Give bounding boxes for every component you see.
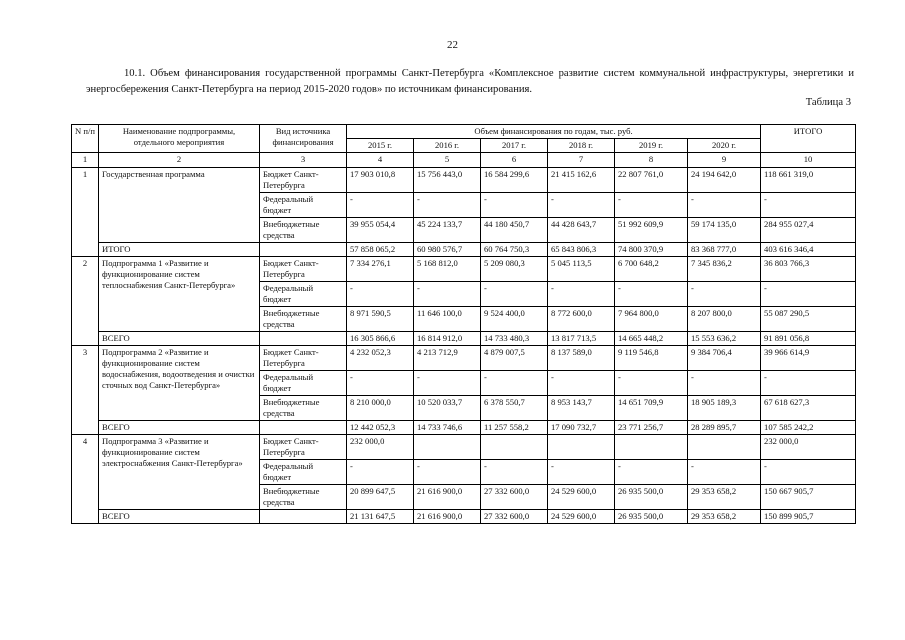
total-year-value: 21 131 647,5 <box>347 510 414 524</box>
total-value: - <box>761 193 856 218</box>
year-value: - <box>347 282 414 307</box>
table-row <box>72 257 856 282</box>
column-index: 7 <box>548 153 615 168</box>
year-value: 7 345 836,2 <box>688 257 761 282</box>
year-value: - <box>548 282 615 307</box>
table-row <box>72 346 856 371</box>
total-year-value: 15 553 636,2 <box>688 332 761 346</box>
year-value: 8 137 589,0 <box>548 346 615 371</box>
header-year: 2019 г. <box>615 139 688 153</box>
year-value: - <box>414 193 481 218</box>
total-year-value: 13 817 713,5 <box>548 332 615 346</box>
header-number: N п/п <box>72 125 99 153</box>
header-source: Вид источника финансирования <box>260 125 347 153</box>
funding-source: Федеральный бюджет <box>260 371 347 396</box>
year-value: - <box>548 371 615 396</box>
total-label: ВСЕГО <box>99 510 260 524</box>
total-year-value: 21 616 900,0 <box>414 510 481 524</box>
table-body <box>72 168 856 524</box>
year-value: - <box>548 460 615 485</box>
year-value: 5 209 080,3 <box>481 257 548 282</box>
total-value: - <box>761 460 856 485</box>
header-volume: Объем финансирования по годам, тыс. руб. <box>347 125 761 139</box>
year-value: 29 353 658,2 <box>688 485 761 510</box>
total-year-value: 24 529 600,0 <box>548 510 615 524</box>
total-value: 118 661 319,0 <box>761 168 856 193</box>
total-year-value: 14 733 746,6 <box>414 421 481 435</box>
column-index: 1 <box>72 153 99 168</box>
total-label: ВСЕГО <box>99 421 260 435</box>
header-year: 2017 г. <box>481 139 548 153</box>
year-value: 5 045 113,5 <box>548 257 615 282</box>
total-label: ВСЕГО <box>99 332 260 346</box>
total-year-value: 27 332 600,0 <box>481 510 548 524</box>
year-value: 5 168 812,0 <box>414 257 481 282</box>
total-year-value: 17 090 732,7 <box>548 421 615 435</box>
year-value <box>688 435 761 460</box>
year-value: 9 384 706,4 <box>688 346 761 371</box>
year-value: - <box>347 371 414 396</box>
total-label: ИТОГО <box>99 243 260 257</box>
total-source <box>260 332 347 346</box>
year-value: 11 646 100,0 <box>414 307 481 332</box>
year-value: 15 756 443,0 <box>414 168 481 193</box>
total-value: 284 955 027,4 <box>761 218 856 243</box>
year-value: 4 879 007,5 <box>481 346 548 371</box>
table-row <box>72 168 856 193</box>
total-value: - <box>761 371 856 396</box>
year-value: - <box>548 193 615 218</box>
year-value: - <box>481 371 548 396</box>
year-value: 8 210 000,0 <box>347 396 414 421</box>
program-name: Подпрограмма 2 «Развитие и функционирование систем водоснабжения, водоотведения и очистки сточных вод Санкт-Петербурга» <box>99 346 260 421</box>
year-value: - <box>615 282 688 307</box>
year-value <box>548 435 615 460</box>
year-value: - <box>615 460 688 485</box>
table-row <box>72 435 856 460</box>
total-value: 150 667 905,7 <box>761 485 856 510</box>
total-year-value: 28 289 895,7 <box>688 421 761 435</box>
total-year-value: 16 814 912,0 <box>414 332 481 346</box>
column-index: 9 <box>688 153 761 168</box>
section-heading: 10.1. Объем финансирования государственной программы Санкт-Петербурга «Комплексное развитие систем коммунальной инфраструктуры, энергетики и энергосбережения Санкт-Петербурга на период 2015-2020 годов» по источникам финансирования. <box>86 68 854 95</box>
funding-source: Бюджет Санкт-Петербурга <box>260 435 347 460</box>
page-number: 22 <box>447 39 458 51</box>
year-value: 6 700 648,2 <box>615 257 688 282</box>
funding-source: Бюджет Санкт-Петербурга <box>260 257 347 282</box>
header-row <box>72 125 856 139</box>
year-value: 21 616 900,0 <box>414 485 481 510</box>
year-value: 27 332 600,0 <box>481 485 548 510</box>
funding-source: Бюджет Санкт-Петербурга <box>260 346 347 371</box>
year-value: 59 174 135,0 <box>688 218 761 243</box>
column-index: 10 <box>761 153 856 168</box>
funding-source: Внебюджетные средства <box>260 218 347 243</box>
year-value <box>615 435 688 460</box>
year-value: 44 428 643,7 <box>548 218 615 243</box>
column-index: 8 <box>615 153 688 168</box>
table-caption: Таблица 3 <box>805 97 851 108</box>
year-value: 44 180 450,7 <box>481 218 548 243</box>
year-value: - <box>481 193 548 218</box>
column-index: 6 <box>481 153 548 168</box>
total-value: 36 803 766,3 <box>761 257 856 282</box>
header-year: 2016 г. <box>414 139 481 153</box>
header-year: 2015 г. <box>347 139 414 153</box>
funding-source: Федеральный бюджет <box>260 282 347 307</box>
row-number: 3 <box>72 346 99 435</box>
funding-source: Внебюджетные средства <box>260 307 347 332</box>
grand-total-value: 403 616 346,4 <box>761 243 856 257</box>
funding-source: Федеральный бюджет <box>260 460 347 485</box>
row-number: 2 <box>72 257 99 346</box>
header-name: Наименование подпрограммы, отдельного мероприятия <box>99 125 260 153</box>
row-number: 1 <box>72 168 99 257</box>
total-year-value: 14 733 480,3 <box>481 332 548 346</box>
year-value: - <box>347 460 414 485</box>
year-value: - <box>481 282 548 307</box>
year-value: 45 224 133,7 <box>414 218 481 243</box>
total-year-value: 65 843 806,3 <box>548 243 615 257</box>
header-year: 2020 г. <box>688 139 761 153</box>
financing-table <box>71 124 856 524</box>
year-value: - <box>615 193 688 218</box>
column-index: 3 <box>260 153 347 168</box>
year-value: 14 651 709,9 <box>615 396 688 421</box>
program-name: Государственная программа <box>99 168 260 243</box>
year-value: 24 529 600,0 <box>548 485 615 510</box>
funding-source: Внебюджетные средства <box>260 485 347 510</box>
total-row <box>72 421 856 435</box>
year-value: 39 955 054,4 <box>347 218 414 243</box>
total-year-value: 16 305 866,6 <box>347 332 414 346</box>
year-value: 17 903 010,8 <box>347 168 414 193</box>
grand-total-value: 107 585 242,2 <box>761 421 856 435</box>
total-year-value: 14 665 448,2 <box>615 332 688 346</box>
year-value: 9 119 546,8 <box>615 346 688 371</box>
column-index: 4 <box>347 153 414 168</box>
total-year-value: 12 442 052,3 <box>347 421 414 435</box>
year-value: 8 971 590,5 <box>347 307 414 332</box>
total-year-value: 60 764 750,3 <box>481 243 548 257</box>
total-source <box>260 421 347 435</box>
column-index: 5 <box>414 153 481 168</box>
year-value: 4 213 712,9 <box>414 346 481 371</box>
year-value: 6 378 550,7 <box>481 396 548 421</box>
year-value: - <box>414 282 481 307</box>
column-index-row <box>72 153 856 168</box>
total-year-value: 74 800 370,9 <box>615 243 688 257</box>
year-value <box>414 435 481 460</box>
header-year: 2018 г. <box>548 139 615 153</box>
year-value: 8 953 143,7 <box>548 396 615 421</box>
year-value: 22 807 761,0 <box>615 168 688 193</box>
year-value: - <box>615 371 688 396</box>
total-year-value: 26 935 500,0 <box>615 510 688 524</box>
row-number: 4 <box>72 435 99 524</box>
total-row <box>72 332 856 346</box>
year-value: 8 772 600,0 <box>548 307 615 332</box>
total-value: 39 966 614,9 <box>761 346 856 371</box>
year-value: 16 584 299,6 <box>481 168 548 193</box>
year-value <box>481 435 548 460</box>
total-year-value: 29 353 658,2 <box>688 510 761 524</box>
year-value: - <box>481 460 548 485</box>
funding-source: Внебюджетные средства <box>260 396 347 421</box>
year-value: 7 964 800,0 <box>615 307 688 332</box>
year-value: 24 194 642,0 <box>688 168 761 193</box>
header-total: ИТОГО <box>761 125 856 153</box>
year-value: - <box>414 460 481 485</box>
year-value: 7 334 276,1 <box>347 257 414 282</box>
year-value: 21 415 162,6 <box>548 168 615 193</box>
total-year-value: 11 257 558,2 <box>481 421 548 435</box>
year-value: 18 905 189,3 <box>688 396 761 421</box>
program-name: Подпрограмма 3 «Развитие и функционирование систем электроснабжения Санкт-Петербурга» <box>99 435 260 510</box>
grand-total-value: 91 891 056,8 <box>761 332 856 346</box>
total-value: 55 087 290,5 <box>761 307 856 332</box>
funding-source: Бюджет Санкт-Петербурга <box>260 168 347 193</box>
year-value: - <box>347 193 414 218</box>
year-value: 10 520 033,7 <box>414 396 481 421</box>
total-year-value: 23 771 256,7 <box>615 421 688 435</box>
total-row <box>72 510 856 524</box>
total-year-value: 60 980 576,7 <box>414 243 481 257</box>
year-value: - <box>688 460 761 485</box>
year-value: - <box>688 371 761 396</box>
total-year-value: 83 368 777,0 <box>688 243 761 257</box>
year-value: 51 992 609,9 <box>615 218 688 243</box>
total-source <box>260 243 347 257</box>
year-value: 26 935 500,0 <box>615 485 688 510</box>
year-value: - <box>688 282 761 307</box>
total-year-value: 57 858 065,2 <box>347 243 414 257</box>
program-name: Подпрограмма 1 «Развитие и функционирование систем теплоснабжения Санкт-Петербурга» <box>99 257 260 332</box>
grand-total-value: 150 899 905,7 <box>761 510 856 524</box>
year-value: 4 232 052,3 <box>347 346 414 371</box>
total-value: - <box>761 282 856 307</box>
year-value: 8 207 800,0 <box>688 307 761 332</box>
year-value: 232 000,0 <box>347 435 414 460</box>
total-value: 67 618 627,3 <box>761 396 856 421</box>
total-value: 232 000,0 <box>761 435 856 460</box>
year-value: - <box>688 193 761 218</box>
funding-source: Федеральный бюджет <box>260 193 347 218</box>
total-row <box>72 243 856 257</box>
year-value: 20 899 647,5 <box>347 485 414 510</box>
year-value: - <box>414 371 481 396</box>
year-value: 9 524 400,0 <box>481 307 548 332</box>
total-source <box>260 510 347 524</box>
column-index: 2 <box>99 153 260 168</box>
